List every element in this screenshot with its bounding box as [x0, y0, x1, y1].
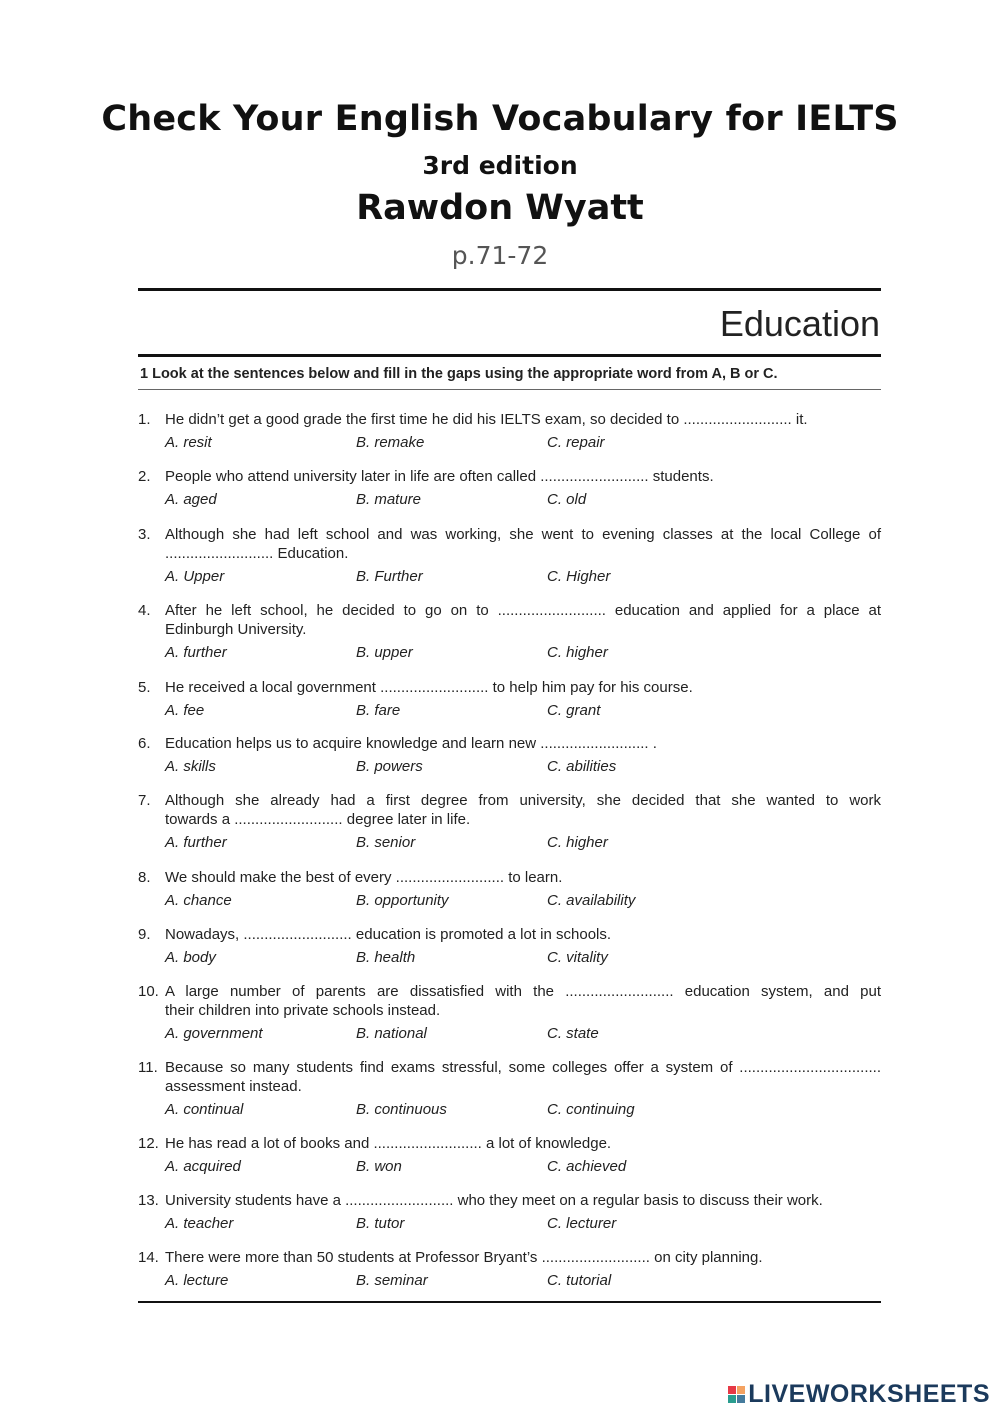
bottom-divider: [138, 1301, 881, 1303]
question-number: 2.: [138, 468, 151, 485]
liveworksheets-logo: [728, 1380, 990, 1409]
question-item: [138, 1058, 881, 1119]
question-text: He has read a lot of books and .......................... a lot of knowledge.: [165, 1135, 612, 1152]
option-b[interactable]: B. continuous: [356, 1101, 447, 1118]
option-c[interactable]: C. vitality: [547, 949, 608, 966]
option-c[interactable]: C. old: [547, 491, 587, 508]
option-b[interactable]: B. senior: [356, 834, 416, 851]
question-text: A large number of parents are dissatisfied with the .......................... education system, and put: [165, 983, 881, 1000]
option-c[interactable]: C. Higher: [547, 568, 611, 585]
option-b[interactable]: B. remake: [356, 434, 425, 451]
option-a[interactable]: A. body: [165, 949, 216, 966]
exercise-instruction: 1 Look at the sentences below and fill in the gaps using the appropriate word from A, B or C.: [140, 366, 778, 382]
option-c[interactable]: C. state: [547, 1025, 599, 1042]
question-number: 1.: [138, 411, 151, 428]
question-number: 6.: [138, 735, 151, 752]
question-item: [138, 467, 881, 509]
question-item: [138, 410, 881, 452]
logo-text: LIVEWORKSHEETS: [748, 1380, 990, 1408]
question-text: After he left school, he decided to go on to .......................... education and applied for a place at: [165, 602, 881, 619]
question-item: [138, 734, 881, 776]
question-number: 10.: [138, 983, 159, 1000]
option-c[interactable]: C. availability: [547, 892, 636, 909]
option-a[interactable]: A. chance: [165, 892, 232, 909]
question-number: 12.: [138, 1135, 159, 1152]
option-b[interactable]: B. fare: [356, 702, 401, 719]
question-item: [138, 791, 881, 852]
option-c[interactable]: C. grant: [547, 702, 601, 719]
question-text-continued: their children into private schools instead.: [165, 1002, 441, 1019]
question-number: 14.: [138, 1249, 159, 1266]
question-text-continued: assessment instead.: [165, 1078, 302, 1095]
question-text-continued: Edinburgh University.: [165, 621, 307, 638]
option-b[interactable]: B. health: [356, 949, 416, 966]
question-number: 7.: [138, 792, 151, 809]
question-item: [138, 525, 881, 586]
question-number: 5.: [138, 679, 151, 696]
question-item: [138, 982, 881, 1043]
option-c[interactable]: C. lecturer: [547, 1215, 617, 1232]
section-title: Education: [719, 303, 880, 344]
question-number: 11.: [138, 1059, 158, 1076]
question-item: [138, 1134, 881, 1176]
question-text: Education helps us to acquire knowledge and learn new .......................... .: [165, 735, 657, 752]
option-b[interactable]: B. upper: [356, 644, 413, 661]
question-item: [138, 925, 881, 967]
author-name: Rawdon Wyatt: [356, 188, 644, 228]
section-divider: [138, 354, 881, 357]
option-a[interactable]: A. continual: [165, 1101, 244, 1118]
question-text: University students have a .......................... who they meet on a regular basis to discuss their work.: [165, 1192, 823, 1209]
logo-grid-icon: [728, 1386, 745, 1403]
question-number: 9.: [138, 926, 151, 943]
question-number: 4.: [138, 602, 151, 619]
question-text: There were more than 50 students at Professor Bryant’s .......................... on city planning.: [165, 1249, 763, 1266]
option-c[interactable]: C. continuing: [547, 1101, 635, 1118]
question-text: Because so many students find exams stressful, some colleges offer a system of ..................................: [165, 1059, 881, 1076]
question-item: [138, 1191, 881, 1233]
page-range: p.71-72: [451, 241, 549, 270]
option-a[interactable]: A. skills: [165, 758, 216, 775]
question-item: [138, 601, 881, 662]
question-text-continued: towards a .......................... degree later in life.: [165, 811, 471, 828]
option-a[interactable]: A. further: [165, 644, 227, 661]
instruction-divider: [138, 389, 881, 390]
option-a[interactable]: A. government: [165, 1025, 263, 1042]
top-divider: [138, 288, 881, 291]
question-number: 13.: [138, 1192, 159, 1209]
question-item: [138, 868, 881, 910]
option-b[interactable]: B. Further: [356, 568, 423, 585]
question-text: We should make the best of every .......................... to learn.: [165, 869, 563, 886]
option-c[interactable]: C. tutorial: [547, 1272, 612, 1289]
question-text: Although she already had a first degree from university, she decided that she wanted to work: [165, 792, 881, 809]
question-number: 3.: [138, 526, 151, 543]
question-item: [138, 1248, 881, 1290]
question-text: He didn’t get a good grade the first time he did his IELTS exam, so decided to .......................... it.: [165, 411, 808, 428]
option-a[interactable]: A. acquired: [165, 1158, 241, 1175]
question-text-continued: .......................... Education.: [165, 545, 349, 562]
question-text: He received a local government .......................... to help him pay for his course.: [165, 679, 693, 696]
question-text: People who attend university later in life are often called .......................... students.: [165, 468, 714, 485]
logo-square: [737, 1386, 745, 1394]
option-c[interactable]: C. higher: [547, 834, 608, 851]
book-title: Check Your English Vocabulary for IELTS: [101, 99, 899, 139]
option-a[interactable]: A. lecture: [165, 1272, 229, 1289]
logo-square: [728, 1395, 736, 1403]
option-a[interactable]: A. resit: [165, 434, 212, 451]
question-text: Nowadays, .......................... education is promoted a lot in schools.: [165, 926, 612, 943]
option-b[interactable]: B. powers: [356, 758, 423, 775]
question-item: [138, 678, 881, 720]
option-a[interactable]: A. further: [165, 834, 227, 851]
question-text: Although she had left school and was working, she went to evening classes at the local College of: [165, 526, 881, 543]
edition-label: 3rd edition: [422, 151, 578, 180]
option-c[interactable]: C. abilities: [547, 758, 617, 775]
option-a[interactable]: A. Upper: [165, 568, 225, 585]
option-b[interactable]: B. seminar: [356, 1272, 428, 1289]
option-b[interactable]: B. tutor: [356, 1215, 405, 1232]
option-c[interactable]: C. higher: [547, 644, 608, 661]
option-c[interactable]: C. achieved: [547, 1158, 627, 1175]
option-b[interactable]: B. won: [356, 1158, 402, 1175]
logo-square: [728, 1386, 736, 1394]
option-a[interactable]: A. fee: [165, 702, 205, 719]
option-a[interactable]: A. teacher: [165, 1215, 234, 1232]
option-b[interactable]: B. national: [356, 1025, 427, 1042]
logo-square: [737, 1395, 745, 1403]
question-number: 8.: [138, 869, 151, 886]
option-c[interactable]: C. repair: [547, 434, 605, 451]
option-a[interactable]: A. aged: [165, 491, 217, 508]
option-b[interactable]: B. mature: [356, 491, 422, 508]
option-b[interactable]: B. opportunity: [356, 892, 449, 909]
